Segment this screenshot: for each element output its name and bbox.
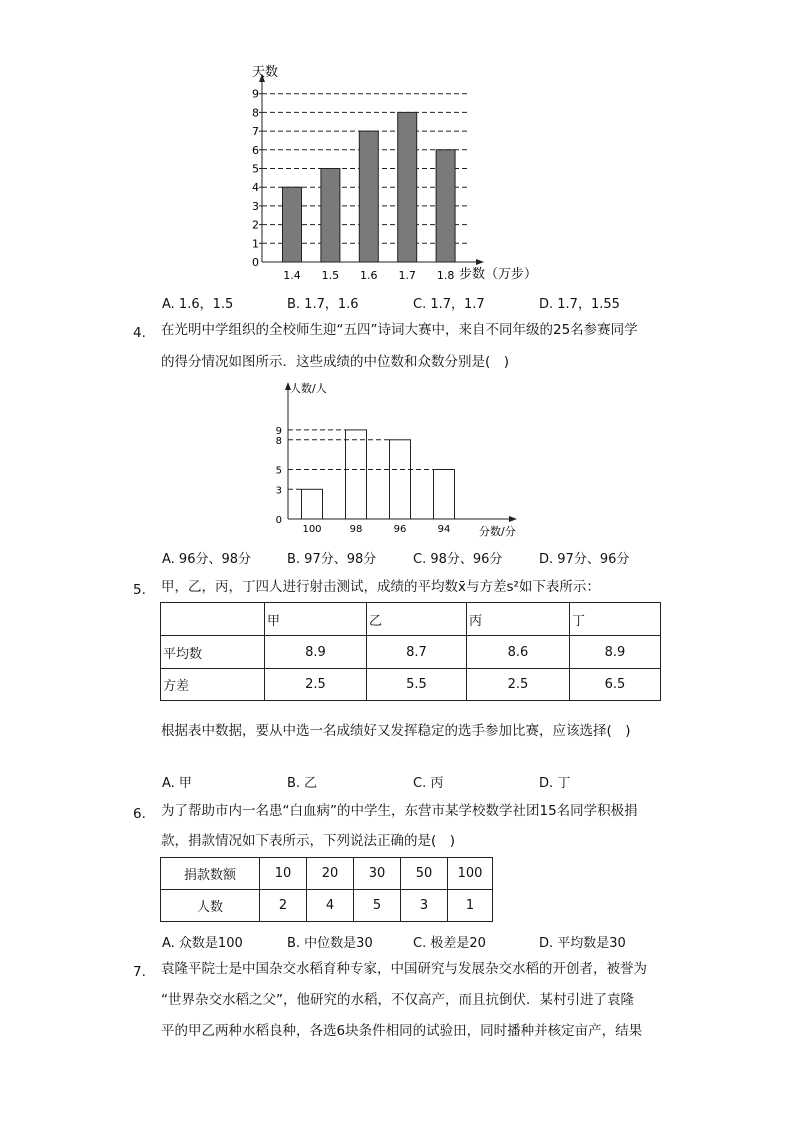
- y-tick-label: 6: [252, 143, 259, 157]
- x-tick-label: 100: [302, 524, 322, 535]
- q4-option-c[interactable]: C. 98分、96分: [413, 552, 503, 567]
- q6-option-b[interactable]: B. 中位数是30: [287, 936, 373, 951]
- q5-option-d[interactable]: D. 丁: [539, 776, 571, 791]
- q6-table-row: [161, 858, 493, 890]
- y-tick-label: 5: [275, 465, 282, 477]
- x-tick-label: 98: [349, 524, 363, 535]
- y-tick-label: 1: [252, 237, 259, 251]
- y-axis-title: 天数: [252, 65, 279, 80]
- x-axis-title: 分数/分: [479, 525, 516, 538]
- q6-number: 6.: [133, 806, 146, 822]
- q3-option-c[interactable]: C. 1.7，1.7: [413, 297, 485, 312]
- q6-option-a[interactable]: A. 众数是100: [162, 936, 243, 951]
- y-tick-label: 2: [252, 218, 259, 232]
- q5-table-cell: 8.7: [367, 636, 467, 669]
- q5-table-header-row: [161, 603, 661, 636]
- q5-table-cell: 8.9: [570, 636, 661, 669]
- q5-table-cell: 平均数: [161, 636, 265, 669]
- bar: [390, 440, 411, 519]
- q6-table-cell: 1: [448, 890, 493, 922]
- q5-option-b[interactable]: B. 乙: [287, 776, 318, 791]
- q6-option-c[interactable]: C. 极差是20: [413, 936, 486, 951]
- q5-table-cell: 丁: [570, 603, 661, 636]
- q6-table-cell: 2: [260, 890, 307, 922]
- q3-option-a[interactable]: A. 1.6，1.5: [162, 297, 234, 312]
- steps-bar-chart: [240, 58, 560, 288]
- q3-option-d[interactable]: D. 1.7，1.55: [539, 297, 620, 312]
- q6-table-cell: 5: [354, 890, 401, 922]
- q5-option-a[interactable]: A. 甲: [162, 776, 192, 791]
- q7-number: 7.: [133, 964, 146, 980]
- q6-table: [160, 857, 493, 922]
- y-tick-label: 8: [252, 106, 259, 120]
- y-tick-label: 9: [252, 87, 259, 101]
- q6-table-cell: 捐款数额: [161, 858, 260, 890]
- q4-text-line2: 的得分情况如图所示．这些成绩的中位数和众数分别是( ): [161, 354, 510, 370]
- q5-text-line1: 甲，乙，丙，丁四人进行射击测试，成绩的平均数x̄与方差s²如下表所示：: [161, 579, 600, 595]
- q6-option-d[interactable]: D. 平均数是30: [539, 936, 626, 951]
- x-axis-arrow: [509, 516, 517, 522]
- y-tick-label: 9: [275, 425, 282, 437]
- q5-table-cell: 2.5: [265, 669, 367, 701]
- q4-option-d[interactable]: D. 97分、96分: [539, 552, 630, 567]
- q5-table-cell: 方差: [161, 669, 265, 701]
- q6-table-cell: 20: [307, 858, 354, 890]
- q6-table-cell: 30: [354, 858, 401, 890]
- q5-table-cell: 8.9: [265, 636, 367, 669]
- y-tick-label: 0: [275, 515, 282, 526]
- bar: [434, 470, 455, 520]
- q6-table-cell: 人数: [161, 890, 260, 922]
- q5-table-cell: [161, 603, 265, 636]
- bar: [302, 489, 323, 519]
- q5-table-cell: 乙: [367, 603, 467, 636]
- x-tick-label: 1.5: [321, 269, 340, 282]
- x-axis-title: 步数（万步）: [459, 267, 538, 282]
- x-tick-label: 1.4: [283, 269, 301, 282]
- y-tick-label: 5: [252, 162, 259, 176]
- q5-table-cell: 甲: [265, 603, 367, 636]
- bar: [321, 169, 340, 263]
- q5-table-row: [161, 669, 661, 701]
- q4-option-a[interactable]: A. 96分、98分: [162, 552, 252, 567]
- y-axis-title: 人数/人: [290, 382, 327, 395]
- q5-table-cell: 丙: [467, 603, 570, 636]
- q4-option-b[interactable]: B. 97分、98分: [287, 552, 377, 567]
- q6-text-line1: 为了帮助市内一名患“白血病”的中学生，东营市某学校数学社团15名同学积极捐: [161, 803, 638, 819]
- q6-table-cell: 10: [260, 858, 307, 890]
- q4-text-line1: 在光明中学组织的全校师生迎“五四”诗词大赛中，来自不同年级的25名参赛同学: [161, 322, 638, 338]
- x-tick-label: 94: [437, 524, 451, 535]
- q5-table-row: [161, 636, 661, 669]
- q5-table-cell: 5.5: [367, 669, 467, 701]
- q7-text-line3: 平的甲乙两种水稻良种，各选6块条件相同的试验田，同时播种并核定亩产，结果: [161, 1023, 643, 1039]
- x-tick-label: 1.6: [360, 269, 378, 282]
- x-tick-label: 96: [393, 524, 407, 535]
- q5-text-line2: 根据表中数据，要从中选一名成绩好又发挥稳定的选手参加比赛，应该选择( ): [161, 723, 631, 739]
- q5-option-c[interactable]: C. 丙: [413, 776, 444, 791]
- q5-table-cell: 2.5: [467, 669, 570, 701]
- bar: [436, 150, 455, 262]
- x-axis-arrow: [476, 259, 484, 265]
- q6-table-cell: 100: [448, 858, 493, 890]
- q7-text-line2: “世界杂交水稻之父”，他研究的水稻，不仅高产，而且抗倒伏．某村引进了袁隆: [161, 992, 634, 1008]
- bar: [359, 131, 378, 262]
- y-tick-label: 3: [252, 199, 259, 213]
- y-tick-label: 0: [252, 256, 259, 269]
- q5-number: 5.: [133, 582, 146, 598]
- y-tick-label: 3: [275, 485, 282, 497]
- q5-table: [160, 602, 661, 701]
- q5-table-cell: 6.5: [570, 669, 661, 701]
- q6-text-line2: 款，捐款情况如下表所示，下列说法正确的是( ): [161, 833, 456, 849]
- y-tick-label: 8: [275, 435, 282, 447]
- bar: [346, 430, 367, 519]
- q6-table-cell: 4: [307, 890, 354, 922]
- q6-table-cell: 50: [401, 858, 448, 890]
- score-bar-chart: [265, 378, 535, 540]
- y-tick-label: 7: [252, 125, 259, 139]
- q4-number: 4.: [133, 325, 146, 341]
- q6-table-row: [161, 890, 493, 922]
- q3-option-b[interactable]: B. 1.7，1.6: [287, 297, 359, 312]
- x-tick-label: 1.8: [436, 269, 455, 282]
- q7-text-line1: 袁隆平院士是中国杂交水稻育种专家，中国研究与发展杂交水稻的开创者，被誉为: [161, 961, 647, 977]
- bar: [398, 112, 417, 262]
- x-tick-label: 1.7: [398, 269, 416, 282]
- q5-table-cell: 8.6: [467, 636, 570, 669]
- bar: [283, 187, 302, 262]
- q6-table-cell: 3: [401, 890, 448, 922]
- y-tick-label: 4: [252, 181, 259, 195]
